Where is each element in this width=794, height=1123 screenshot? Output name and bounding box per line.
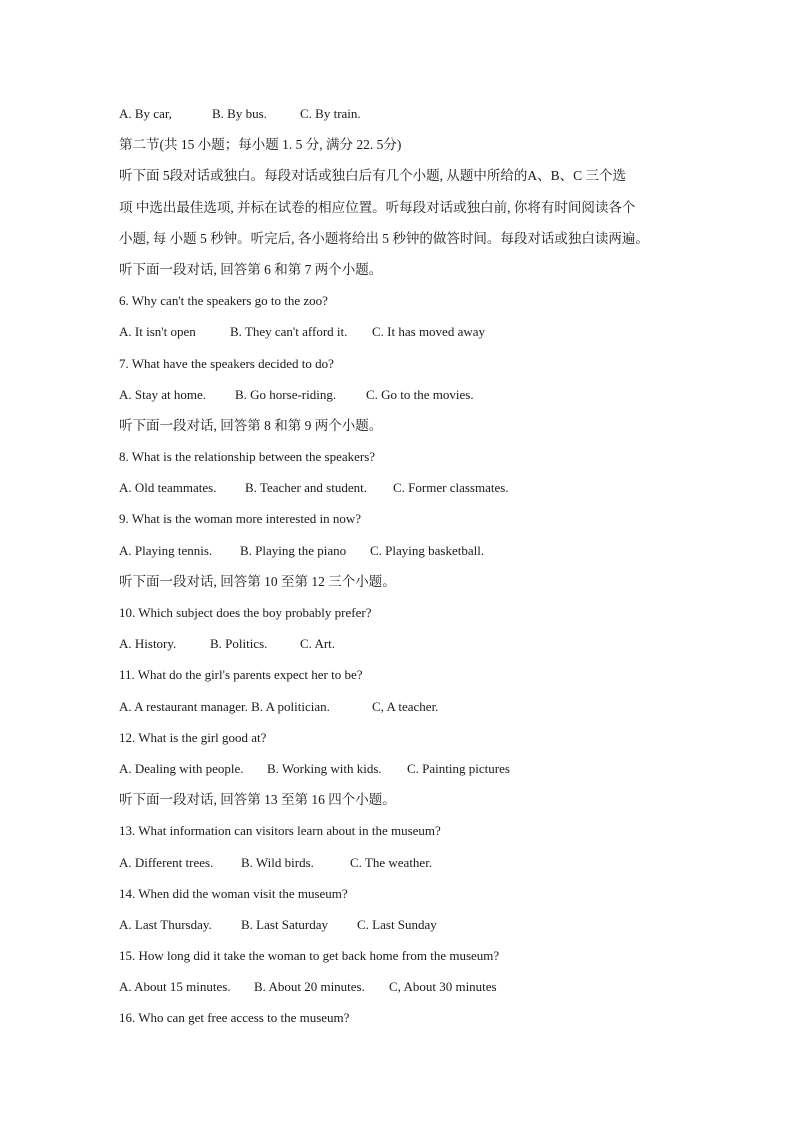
- answer-option: B. They can't afford it.: [230, 324, 348, 340]
- answer-option: B. Playing the piano: [240, 542, 347, 558]
- answer-option: B. Wild birds.: [241, 854, 314, 870]
- answer-option: A. Stay at home.: [119, 386, 207, 402]
- section-instruction: 听下面 5段对话或独白。每段对话或独白后有几个小题, 从题中所给的A、B、C 三个选: [119, 168, 627, 184]
- answer-option: C. By train.: [300, 106, 361, 121]
- answer-option: B. Working with kids.: [267, 760, 382, 776]
- answer-options-row: [119, 379, 679, 410]
- answer-option: A. Old teammates.: [119, 480, 217, 496]
- question-text: 16. Who can get free access to the museum?: [119, 1010, 350, 1026]
- section-instruction: 听下面一段对话, 回答第 6 和第 7 两个小题。: [119, 261, 383, 277]
- answer-options-row: [119, 628, 679, 659]
- question-text: 15. How long did it take the woman to get back home from the museum?: [119, 948, 500, 964]
- answer-options-row: [119, 971, 679, 1002]
- answer-option: B. About 20 minutes.: [254, 979, 365, 995]
- answer-option: A. Last Thursday.: [119, 916, 212, 932]
- answer-option: C. Playing basketball.: [370, 542, 485, 558]
- answer-option: A. A restaurant manager. B. A politician.: [119, 698, 330, 714]
- question-text: 11. What do the girl's parents expect her to be?: [119, 667, 363, 683]
- question-text: 12. What is the girl good at?: [119, 729, 267, 745]
- question-text: 10. Which subject does the boy probably prefer?: [119, 605, 372, 620]
- answer-options-row: [119, 691, 679, 722]
- answer-options-row: [119, 98, 679, 129]
- section-instruction: 听下面一段对话, 回答第 10 至第 12 三个小题。: [119, 573, 396, 589]
- answer-options-row: [119, 753, 679, 784]
- question-text: 9. What is the woman more interested in now?: [119, 511, 362, 527]
- exam-page: [119, 98, 679, 1034]
- section-instruction: 项 中选出最佳选项, 并标在试卷的相应位置。听每段对话或独白前, 你将有时间阅读各个: [119, 199, 636, 215]
- answer-option: B. Go horse-riding.: [235, 386, 337, 402]
- answer-option: B. Politics.: [210, 636, 268, 652]
- answer-option: A. Dealing with people.: [119, 760, 244, 776]
- question-text: 8. What is the relationship between the speakers?: [119, 449, 376, 465]
- answer-option: B. By bus.: [212, 106, 267, 121]
- question-text: 14. When did the woman visit the museum?: [119, 885, 348, 901]
- answer-option: A. History.: [119, 636, 177, 652]
- section-instruction: 听下面一段对话, 回答第 8 和第 9 两个小题。: [119, 417, 383, 433]
- answer-options-row: [119, 535, 679, 566]
- answer-options-row: [119, 316, 679, 347]
- answer-option: C, A teacher.: [372, 698, 439, 714]
- answer-option: C. Last Sunday: [357, 916, 437, 932]
- answer-option: A. Different trees.: [119, 854, 214, 870]
- section-instruction: 第二节(共 15 小题；每小题 1. 5 分, 满分 22. 5分): [119, 137, 402, 153]
- answer-option: C. The weather.: [350, 854, 433, 870]
- section-instruction: 听下面一段对话, 回答第 13 至第 16 四个小题。: [119, 792, 396, 808]
- answer-option: C. Painting pictures: [407, 760, 510, 776]
- question-text: 13. What information can visitors learn about in the museum?: [119, 823, 441, 839]
- answer-options-row: [119, 472, 679, 503]
- answer-option: C. Art.: [300, 636, 336, 652]
- answer-option: C. Go to the movies.: [366, 386, 474, 402]
- answer-option: B. Teacher and student.: [245, 480, 367, 496]
- question-text: 7. What have the speakers decided to do?: [119, 355, 334, 371]
- answer-option: A. Playing tennis.: [119, 542, 213, 558]
- answer-option: A. About 15 minutes.: [119, 979, 231, 995]
- answer-option: A. It isn't open: [119, 324, 196, 340]
- answer-option: C. It has moved away: [372, 324, 486, 340]
- section-instruction: 小题, 每 小题 5 秒钟。听完后, 各小题将给出 5 秒钟的做答时间。每段对话或独白读两遍。: [119, 230, 649, 246]
- question-text: 6. Why can't the speakers go to the zoo?: [119, 293, 328, 309]
- answer-option: C, About 30 minutes: [389, 979, 497, 995]
- answer-option: C. Former classmates.: [393, 480, 509, 496]
- answer-option: A. By car,: [119, 106, 172, 121]
- answer-option: B. Last Saturday: [241, 916, 329, 932]
- answer-options-row: [119, 909, 679, 940]
- answer-options-row: [119, 847, 679, 878]
